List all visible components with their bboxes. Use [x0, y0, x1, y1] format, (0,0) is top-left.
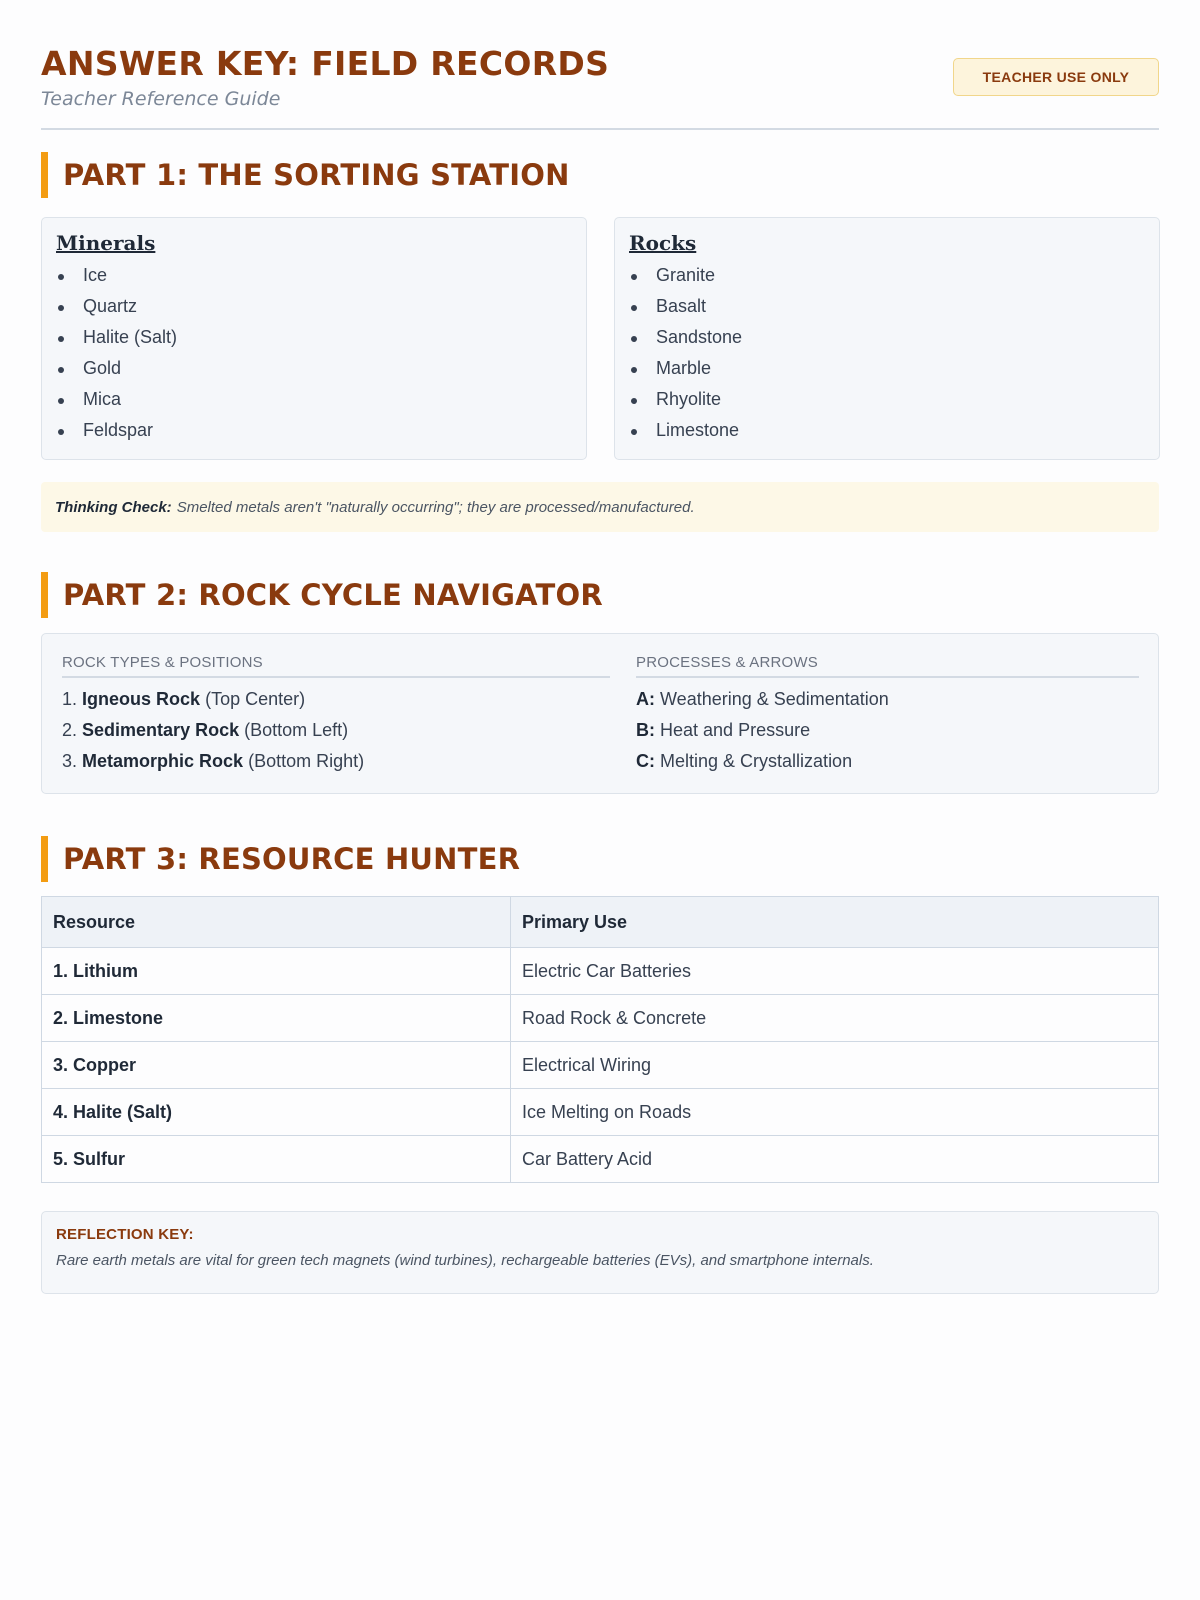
process-row: [636, 715, 1139, 746]
rocks-box: [614, 217, 1160, 460]
resource-cell: 3. Copper: [42, 1042, 511, 1089]
process-row: [636, 684, 1139, 715]
part1-heading: PART 1: THE SORTING STATION: [41, 152, 570, 198]
document-header: [41, 0, 1159, 130]
rock-type-row: [62, 746, 610, 777]
process-letter: A:: [636, 689, 655, 709]
list-item: Mica: [56, 384, 572, 415]
rocks-title: Rocks: [629, 231, 697, 255]
rock-type-number: 1.: [62, 689, 78, 709]
reflection-title: REFLECTION KEY:: [56, 1226, 194, 1243]
list-item: Halite (Salt): [56, 322, 572, 353]
resource-cell: 1. Lithium: [42, 948, 511, 995]
list-item: Limestone: [629, 415, 1145, 446]
process-row: [636, 746, 1139, 777]
page-title: ANSWER KEY: FIELD RECORDS: [41, 44, 610, 83]
part3-heading: PART 3: RESOURCE HUNTER: [41, 836, 520, 882]
use-cell: Road Rock & Concrete: [511, 995, 1159, 1042]
page-subtitle: Teacher Reference Guide: [41, 88, 281, 110]
process-text: Melting & Crystallization: [660, 751, 853, 771]
thinking-check-label: Thinking Check:: [55, 498, 172, 516]
use-cell: Electric Car Batteries: [511, 948, 1159, 995]
table-row: [42, 1136, 1159, 1183]
table-row: [42, 995, 1159, 1042]
rock-type-row: [62, 715, 610, 746]
list-item: Rhyolite: [629, 384, 1145, 415]
list-item: Granite: [629, 260, 1145, 291]
rock-type-number: 3.: [62, 751, 78, 771]
list-item: Marble: [629, 353, 1145, 384]
reflection-text: Rare earth metals are vital for green tech magnets (wind turbines), rechargeable batteries (EVs), and smartphone internals.: [56, 1252, 874, 1269]
minerals-list: [56, 260, 572, 446]
rock-type-row: [62, 684, 610, 715]
resource-cell: 4. Halite (Salt): [42, 1089, 511, 1136]
resource-cell: 2. Limestone: [42, 995, 511, 1042]
use-cell: Car Battery Acid: [511, 1136, 1159, 1183]
rock-type-name: Igneous Rock: [82, 689, 201, 709]
reflection-key-box: [41, 1211, 1159, 1294]
resource-table: [41, 896, 1159, 1183]
resource-cell: 5. Sulfur: [42, 1136, 511, 1183]
table-row: [42, 948, 1159, 995]
list-item: Basalt: [629, 291, 1145, 322]
use-cell: Ice Melting on Roads: [511, 1089, 1159, 1136]
table-row: [42, 1042, 1159, 1089]
thinking-check-text: Smelted metals aren't "naturally occurring"; they are processed/manufactured.: [176, 498, 695, 516]
teacher-use-badge: TEACHER USE ONLY: [953, 58, 1159, 96]
rock-type-name: Sedimentary Rock: [82, 720, 240, 740]
rock-types-column: [62, 654, 610, 777]
process-text: Weathering & Sedimentation: [660, 689, 889, 709]
process-letter: C:: [636, 751, 655, 771]
column-header-primary-use: Primary Use: [511, 897, 1159, 948]
list-item: Feldspar: [56, 415, 572, 446]
minerals-box: [41, 217, 587, 460]
rock-type-position: (Bottom Right): [248, 751, 365, 771]
column-header-resource: Resource: [42, 897, 511, 948]
rock-type-position: (Top Center): [205, 689, 306, 709]
process-text: Heat and Pressure: [660, 720, 811, 740]
table-row: [42, 1089, 1159, 1136]
list-item: Quartz: [56, 291, 572, 322]
list-item: Sandstone: [629, 322, 1145, 353]
list-item: Gold: [56, 353, 572, 384]
part2-heading: PART 2: ROCK CYCLE NAVIGATOR: [41, 572, 603, 618]
process-letter: B:: [636, 720, 655, 740]
rock-type-number: 2.: [62, 720, 78, 740]
rock-types-header: ROCK TYPES & POSITIONS: [62, 654, 610, 678]
rocks-list: [629, 260, 1145, 446]
rock-type-name: Metamorphic Rock: [82, 751, 244, 771]
table-header-row: [42, 897, 1159, 948]
processes-column: [636, 654, 1139, 777]
rock-type-position: (Bottom Left): [244, 720, 349, 740]
processes-header: PROCESSES & ARROWS: [636, 654, 1139, 678]
thinking-check-note: [41, 482, 1159, 532]
rock-cycle-box: [41, 633, 1159, 794]
list-item: Ice: [56, 260, 572, 291]
use-cell: Electrical Wiring: [511, 1042, 1159, 1089]
minerals-title: Minerals: [56, 231, 156, 255]
